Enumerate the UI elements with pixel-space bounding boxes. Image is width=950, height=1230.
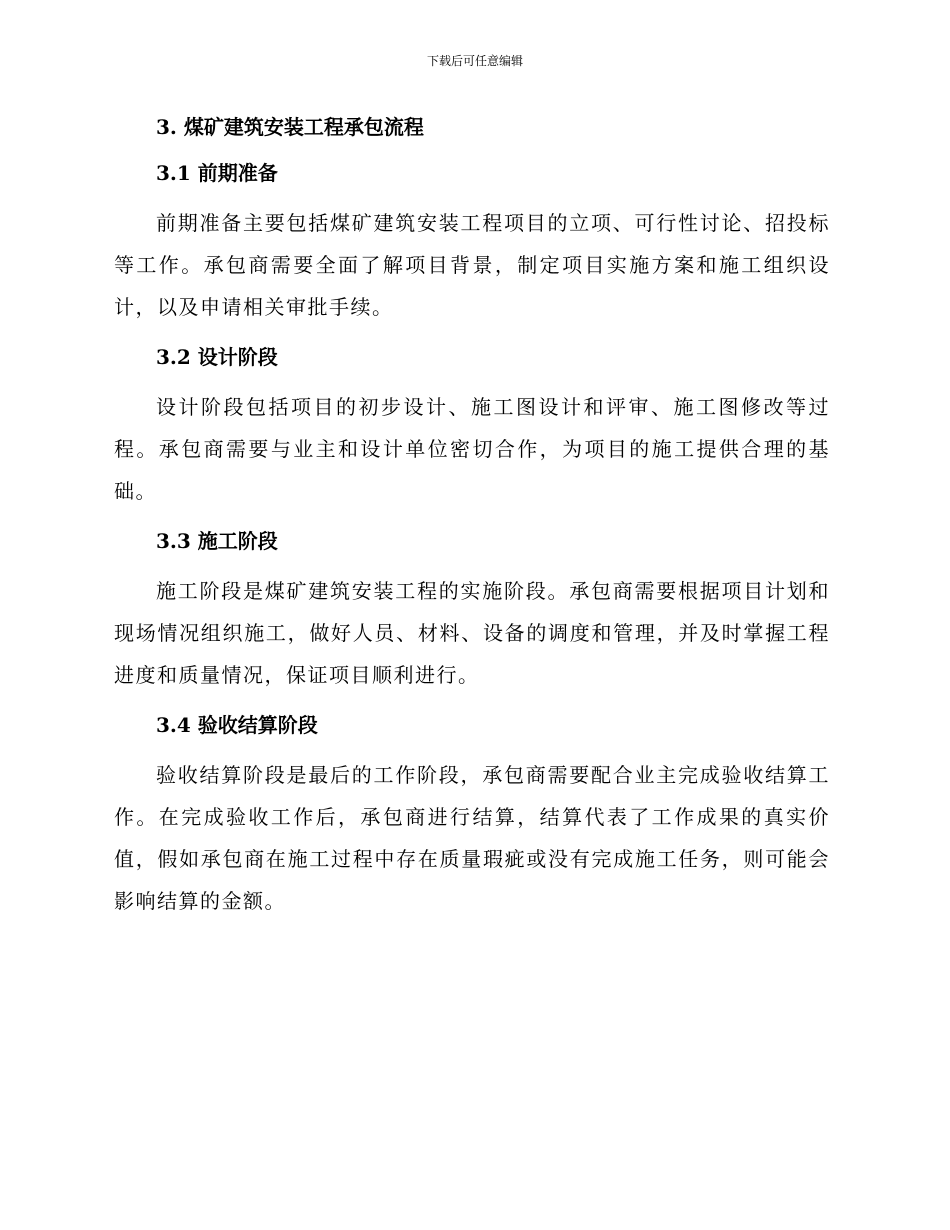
section-title: 3. 煤矿建筑安装工程承包流程 [156, 115, 424, 139]
section-paragraph-3-3: 施工阶段是煤矿建筑安装工程的实施阶段。承包商需要根据项目计划和现场情况组织施工，做好人员、材料、设备的调度和管理，并及时掌握工程进度和质量情况，保证项目顺利进行。 [114, 579, 830, 687]
section-paragraph-3-4: 验收结算阶段是最后的工作阶段，承包商需要配合业主完成验收结算工作。在完成验收工作后，承包商进行结算，结算代表了工作成果的真实价值，假如承包商在施工过程中存在质量瑕疵或没有完成施工任务，则可能会影响结算的金额。 [114, 763, 830, 913]
document-body [114, 110, 830, 934]
section-heading-3-3: 3.3 施工阶段 [156, 529, 278, 553]
section-heading-3-1: 3.1 前期准备 [156, 161, 278, 185]
section-heading-3-4: 3.4 验收结算阶段 [156, 713, 318, 737]
section-heading-3-2: 3.2 设计阶段 [156, 345, 278, 369]
section-paragraph-3-2: 设计阶段包括项目的初步设计、施工图设计和评审、施工图修改等过程。承包商需要与业主和设计单位密切合作，为项目的施工提供合理的基础。 [114, 395, 830, 503]
page-header-note: 下载后可任意编辑 [426, 54, 523, 68]
section-paragraph-3-1: 前期准备主要包括煤矿建筑安装工程项目的立项、可行性讨论、招投标等工作。承包商需要全面了解项目背景，制定项目实施方案和施工组织设计，以及申请相关审批手续。 [114, 211, 830, 319]
